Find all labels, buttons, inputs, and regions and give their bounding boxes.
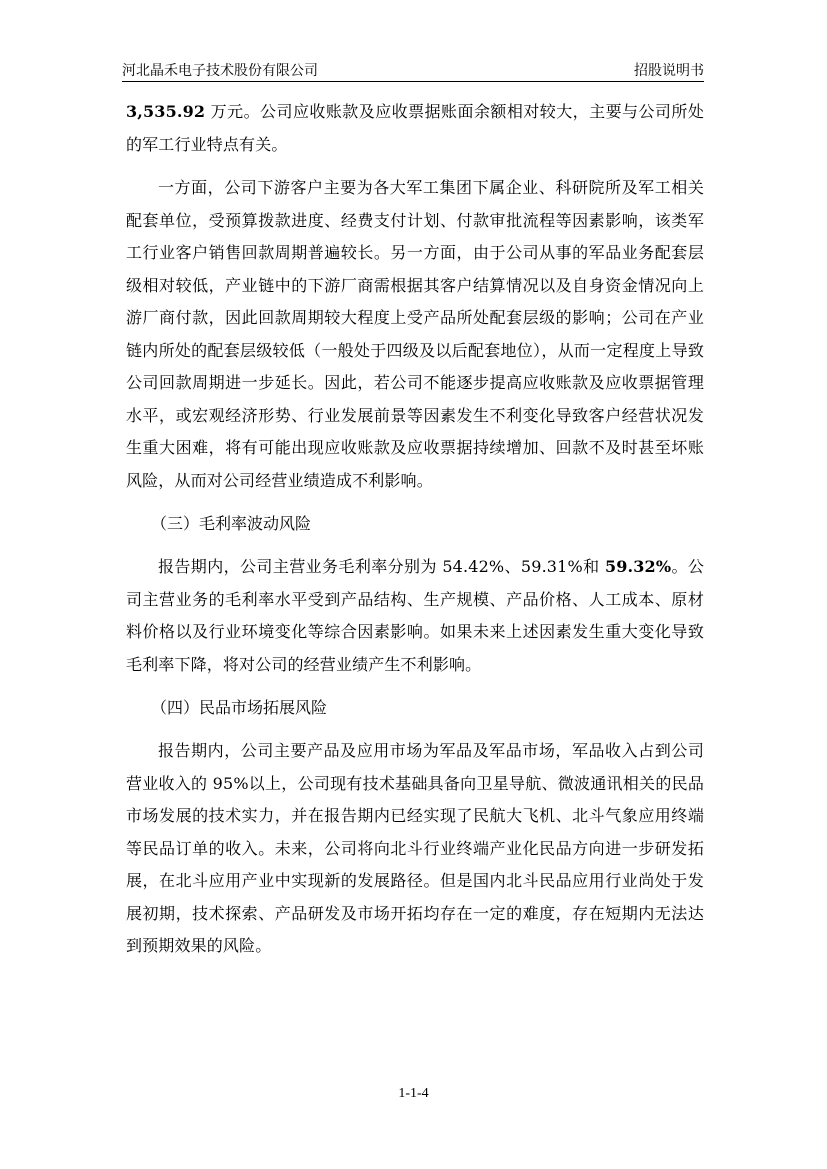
page-number: 1-1-4	[398, 1086, 429, 1101]
paragraph-receivables-continued	[126, 96, 704, 161]
section-heading-gross-margin-risk: （三）毛利率波动风险	[151, 514, 312, 533]
header-divider	[122, 81, 704, 82]
section-heading-civil-market-risk: （四）民品市场拓展风险	[151, 698, 328, 717]
receivables-amount: 3,535.92	[126, 102, 206, 121]
page-body	[126, 96, 704, 963]
paragraph-payment-cycle: 一方面，公司下游客户主要为各大军工集团下属企业、科研院所及军工相关配套单位，受预算拨款进度、经费支付计划、付款审批流程等因素影响，该类军工行业客户销售回款周期普遍较长。另一方面，由于公司从事的军品业务配套层级相对较低，产业链中的下游厂商需根据其客户结算情况以及自身资金情况向上游厂商付款，因此回款周期较大程度上受产品所处配套层级的影响；公司在产业链内所处的配套层级较低（一般处于四级及以后配套地位），从而一定程度上导致公司回款周期进一步延长。因此，若公司不能逐步提高应收账款及应收票据管理水平，或宏观经济形势、行业发展前景等因素发生不利变化导致客户经营状况发生重大困难，将有可能出现应收账款及应收票据持续增加、回款不及时甚至坏账风险，从而对公司经营业绩造成不利影响。	[126, 178, 704, 490]
paragraph-text: 万元。公司应收账款及应收票据账面余额相对较大，主要与公司所处的军工行业特点有关。	[126, 102, 704, 154]
paragraph-text: 。公司主营业务的毛利率水平受到产品结构、生产规模、产品价格、人工成本、原材料价格以及行业环境变化等综合因素影响。如果未来上述因素发生重大变化导致毛利率下降，将对公司的经营业绩产生不利影响。	[126, 557, 704, 674]
page-header	[122, 57, 704, 81]
paragraph-gross-margin	[126, 551, 704, 681]
paragraph-text: 报告期内，公司主营业务毛利率分别为 54.42%、59.31%和	[158, 557, 605, 576]
header-document-title: 招股说明书	[634, 63, 704, 79]
paragraph-civil-market: 报告期内，公司主要产品及应用市场为军品及军品市场，军品收入占到公司营业收入的 95%以上，公司现有技术基础具备向卫星导航、微波通讯相关的民品市场发展的技术实力，并在报告期内已经实现了民航大飞机、北斗气象应用终端等民品订单的收入。未来，公司将向北斗行业终端产业化民品方向进一步研发拓展，在北斗应用产业中实现新的发展路径。但是国内北斗民品应用行业尚处于发展初期，技术探索、产品研发及市场开拓均存在一定的难度，存在短期内无法达到预期效果的风险。	[126, 741, 704, 955]
gross-margin-highlight: 59.32%	[604, 557, 672, 576]
header-company-name: 河北晶禾电子技术股份有限公司	[122, 63, 318, 79]
